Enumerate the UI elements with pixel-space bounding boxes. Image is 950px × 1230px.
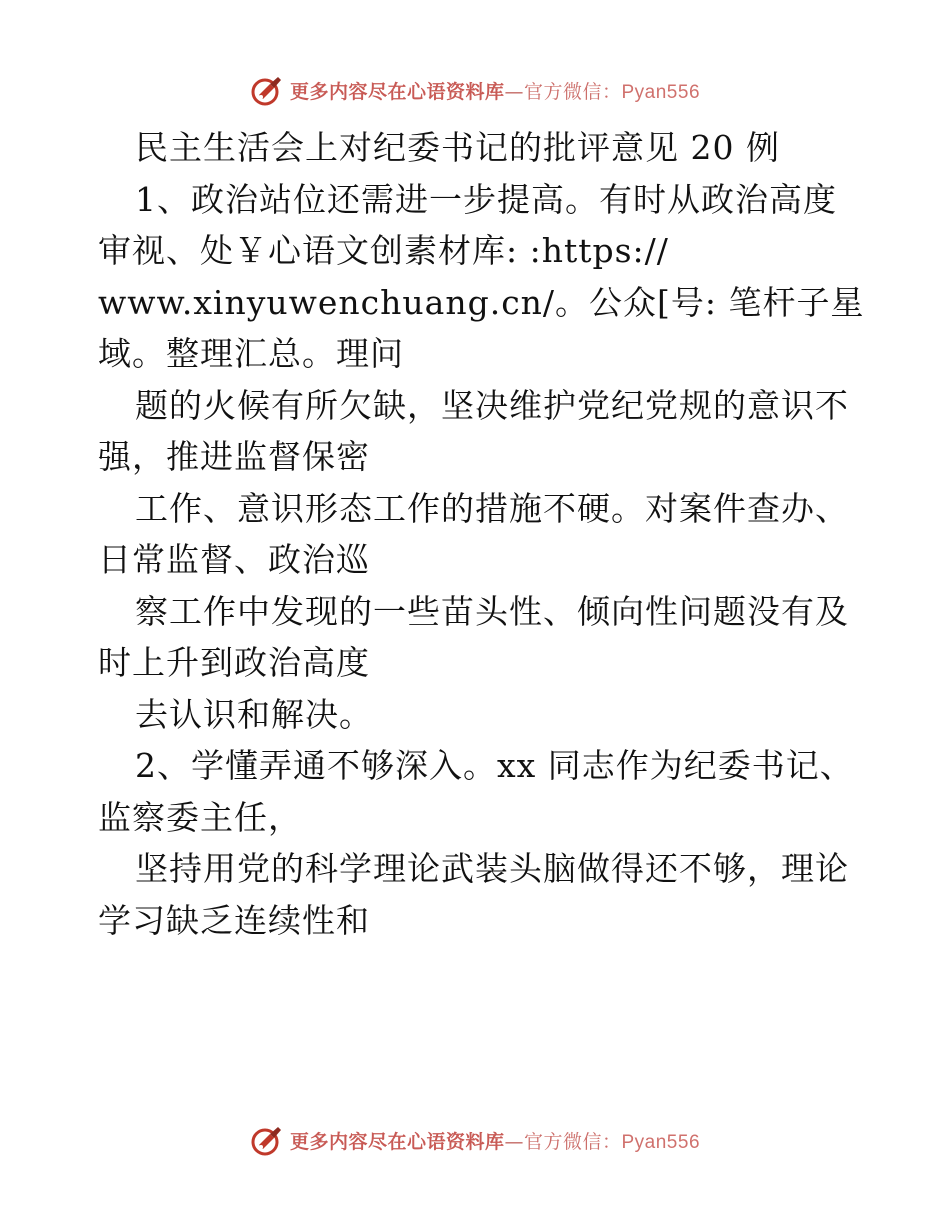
paragraph-line: 日常监督、政治巡	[98, 540, 370, 579]
paragraph-line: 审视、处￥心语文创素材库: :https://	[98, 231, 669, 270]
footer-brand-text: 更多内容尽在心语资料库	[289, 1130, 505, 1153]
header-banner-text	[290, 77, 700, 104]
header-banner	[0, 70, 950, 110]
footer-separator: —	[504, 1130, 524, 1153]
footer-banner-text	[290, 1127, 700, 1154]
brand-logo-icon	[250, 1123, 284, 1157]
footer-banner-inner	[250, 1123, 700, 1157]
footer-wechat-label: 官方微信：	[523, 1130, 622, 1153]
paragraph-line: 去认识和解决。	[135, 694, 373, 734]
document-title: 民主生活会上对纪委书记的批评意见 20 例	[135, 128, 780, 167]
header-banner-inner	[250, 73, 700, 107]
paragraph-line: 学习缺乏连续性和	[98, 900, 370, 940]
paragraph-line: www.xinyuwenchuang.cn/。公众[号: 笔杆子星	[98, 282, 865, 322]
paragraph-line: 坚持用党的科学理论武装头脑做得还不够，理论	[135, 849, 849, 888]
footer-wechat-id: Pyan556	[621, 1131, 701, 1153]
paragraph-line: 域。整理汇总。理问	[98, 334, 404, 373]
paragraph-line: 监察委主任，	[98, 797, 302, 837]
header-brand-text: 更多内容尽在心语资料库	[289, 80, 505, 103]
paragraph-line: 题的火候有所欠缺，坚决维护党纪党规的意识不	[135, 385, 849, 425]
paragraph-line: 强，推进监督保密	[98, 437, 370, 476]
paragraph-line: 1、政治站位还需进一步提高。有时从政治高度	[135, 179, 837, 219]
paragraph-line: 时上升到政治高度	[98, 643, 370, 682]
header-wechat-label: 官方微信：	[523, 80, 622, 103]
footer-banner	[0, 1120, 950, 1160]
paragraph-line: 察工作中发现的一些苗头性、倾向性问题没有及	[135, 591, 849, 631]
brand-logo-icon	[250, 73, 284, 107]
header-wechat-id: Pyan556	[621, 81, 701, 103]
document-body	[98, 122, 868, 946]
header-separator: —	[504, 80, 524, 103]
paragraph-line: 2、学懂弄通不够深入。xx 同志作为纪委书记、	[135, 746, 854, 785]
paragraph-line: 工作、意识形态工作的措施不硬。对案件查办、	[135, 488, 849, 528]
